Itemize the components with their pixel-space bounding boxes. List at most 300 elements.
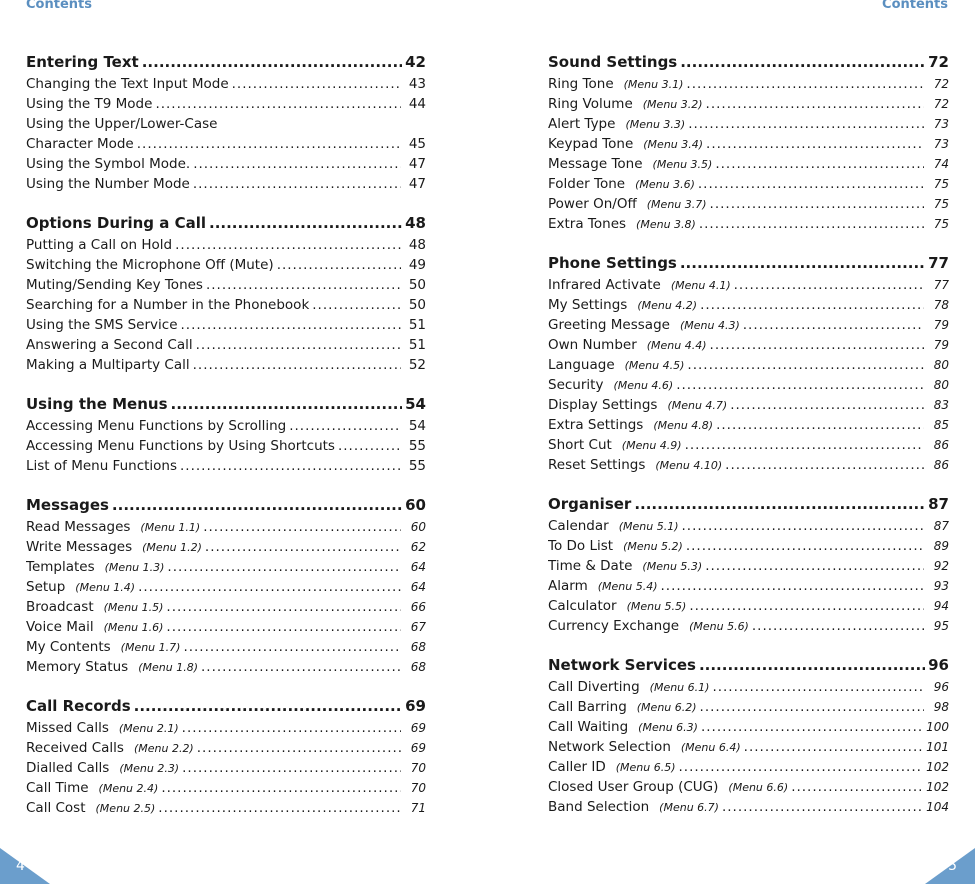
dot-leader <box>752 616 924 636</box>
entry-label: Using the SMS Service <box>26 317 178 333</box>
toc-entry[interactable] <box>548 697 949 717</box>
entry-label: Write Messages <box>26 539 133 555</box>
entry-label: Using the Symbol Mode. <box>26 156 191 172</box>
dot-leader <box>338 436 401 456</box>
toc-entry[interactable] <box>548 455 949 475</box>
entry-label: Network Selection <box>548 739 671 755</box>
toc-entry[interactable] <box>548 335 949 355</box>
dot-leader <box>730 395 924 415</box>
menu-reference: (Menu 4.6) <box>613 379 674 392</box>
toc-entry[interactable] <box>548 717 949 737</box>
menu-reference: (Menu 6.5) <box>615 761 676 774</box>
toc-entry[interactable] <box>26 174 426 194</box>
toc-entry[interactable] <box>548 616 949 636</box>
toc-entry[interactable] <box>26 597 426 617</box>
toc-entry[interactable] <box>26 557 426 577</box>
toc-entry[interactable] <box>548 435 949 455</box>
toc-entry[interactable] <box>548 556 949 576</box>
section-page-number: 48 <box>405 214 426 232</box>
entry-label: Using the Upper/Lower-Case <box>26 116 218 132</box>
menu-reference: (Menu 1.5) <box>103 601 164 614</box>
dot-leader <box>700 697 924 717</box>
entry-page-number: 64 <box>410 580 426 594</box>
section-title-row[interactable] <box>548 654 949 677</box>
toc-entry <box>26 114 426 134</box>
dot-leader <box>699 214 924 234</box>
entry-page-number: 104 <box>926 800 949 814</box>
entry-label: Time & Date <box>548 558 633 574</box>
entry-label: Broadcast <box>26 599 94 615</box>
toc-entry[interactable] <box>548 295 949 315</box>
entry-page-number: 75 <box>933 217 949 231</box>
entry-label: Short Cut <box>548 437 612 453</box>
dot-leader <box>706 94 924 114</box>
dot-leader <box>112 494 402 517</box>
section-title-row[interactable] <box>548 51 949 74</box>
entry-page-number: 50 <box>408 297 426 313</box>
dot-leader <box>138 577 401 597</box>
toc-entry[interactable] <box>548 154 949 174</box>
entry-page-number: 44 <box>408 96 426 112</box>
entry-label: Dialled Calls <box>26 760 110 776</box>
entry-page-number: 49 <box>408 257 426 273</box>
toc-entry[interactable] <box>548 516 949 536</box>
toc-entry[interactable] <box>26 154 426 174</box>
toc-entry[interactable] <box>26 537 426 557</box>
dot-leader <box>180 456 401 476</box>
dot-leader <box>680 252 925 275</box>
dot-leader <box>289 416 401 436</box>
toc-entry[interactable] <box>26 436 426 456</box>
page-number-right: 5 <box>948 858 957 874</box>
dot-leader <box>197 738 401 758</box>
menu-reference: (Menu 1.4) <box>75 581 136 594</box>
toc-section <box>548 493 949 636</box>
entry-page-number: 60 <box>410 520 426 534</box>
entry-page-number: 73 <box>933 137 949 151</box>
entry-page-number: 79 <box>933 338 949 352</box>
entry-page-number: 100 <box>926 720 949 734</box>
dot-leader <box>661 576 924 596</box>
toc-entry[interactable] <box>26 255 426 275</box>
menu-reference: (Menu 3.5) <box>652 158 713 171</box>
dot-leader <box>699 654 925 677</box>
dot-leader <box>137 134 401 154</box>
dot-leader <box>206 275 401 295</box>
entry-label: Switching the Microphone Off (Mute) <box>26 257 274 273</box>
entry-page-number: 68 <box>410 660 426 674</box>
toc-entry[interactable] <box>548 415 949 435</box>
section-page-number: 87 <box>928 495 949 513</box>
toc-entry[interactable] <box>26 275 426 295</box>
entry-label: Language <box>548 357 615 373</box>
entry-page-number: 69 <box>410 741 426 755</box>
toc-entry[interactable] <box>548 214 949 234</box>
menu-reference: (Menu 6.6) <box>728 781 789 794</box>
toc-entry[interactable] <box>26 74 426 94</box>
dot-leader <box>715 154 924 174</box>
entry-label: Caller ID <box>548 759 606 775</box>
toc-section <box>548 252 949 475</box>
entry-label: Alert Type <box>548 116 616 132</box>
toc-entry[interactable] <box>548 375 949 395</box>
entry-label: Call Time <box>26 780 89 796</box>
entry-page-number: 55 <box>408 438 426 454</box>
toc-entry[interactable] <box>548 174 949 194</box>
dot-leader <box>686 74 924 94</box>
entry-page-number: 47 <box>408 176 426 192</box>
dot-leader <box>686 536 924 556</box>
toc-entry[interactable] <box>548 315 949 335</box>
entry-label: Reset Settings <box>548 457 646 473</box>
section-title-row[interactable] <box>548 493 949 516</box>
toc-section <box>26 695 426 818</box>
toc-section <box>26 393 426 476</box>
menu-reference: (Menu 6.4) <box>680 741 741 754</box>
section-page-number: 42 <box>405 53 426 71</box>
menu-reference: (Menu 6.3) <box>638 721 698 734</box>
toc-entry[interactable] <box>548 757 949 777</box>
entry-page-number: 83 <box>933 398 949 412</box>
entry-page-number: 92 <box>933 559 949 573</box>
entry-label: Own Number <box>548 337 637 353</box>
dot-leader <box>680 51 925 74</box>
menu-reference: (Menu 1.7) <box>120 641 181 654</box>
entry-label: Putting a Call on Hold <box>26 237 173 253</box>
entry-label: Using the T9 Mode <box>26 96 153 112</box>
dot-leader <box>205 537 401 557</box>
toc-entry[interactable] <box>26 798 426 818</box>
menu-reference: (Menu 3.4) <box>643 138 704 151</box>
menu-reference: (Menu 3.2) <box>642 98 703 111</box>
dot-leader <box>687 355 924 375</box>
toc-entry[interactable] <box>548 737 949 757</box>
toc-entry[interactable] <box>548 194 949 214</box>
dot-leader <box>676 375 924 395</box>
entry-label: Searching for a Number in the Phonebook <box>26 297 310 313</box>
entry-label: My Contents <box>26 639 111 655</box>
entry-page-number: 45 <box>408 136 426 152</box>
entry-page-number: 79 <box>933 318 949 332</box>
entry-label: Calendar <box>548 518 609 534</box>
entry-label: Display Settings <box>548 397 658 413</box>
entry-label: My Settings <box>548 297 628 313</box>
menu-reference: (Menu 4.3) <box>679 319 740 332</box>
entry-page-number: 101 <box>926 740 949 754</box>
entry-page-number: 51 <box>408 317 426 333</box>
entry-page-number: 96 <box>933 680 949 694</box>
dot-leader <box>196 335 401 355</box>
entry-label: Using the Number Mode <box>26 176 190 192</box>
dot-leader <box>171 393 403 416</box>
entry-page-number: 66 <box>410 600 426 614</box>
menu-reference: (Menu 6.7) <box>659 801 719 814</box>
toc-entry[interactable] <box>26 315 426 335</box>
toc-entry[interactable] <box>548 74 949 94</box>
dot-leader <box>710 335 924 355</box>
toc-section <box>26 212 426 375</box>
menu-reference: (Menu 3.8) <box>636 218 696 231</box>
entry-page-number: 80 <box>933 358 949 372</box>
entry-label: Answering a Second Call <box>26 337 193 353</box>
menu-reference: (Menu 3.1) <box>623 78 684 91</box>
section-title: Phone Settings <box>548 254 677 272</box>
section-title: Entering Text <box>26 53 139 71</box>
entry-page-number: 54 <box>408 418 426 434</box>
section-title: Sound Settings <box>548 53 678 71</box>
toc-entry[interactable] <box>548 355 949 375</box>
entry-page-number: 51 <box>408 337 426 353</box>
entry-page-number: 73 <box>933 117 949 131</box>
dot-leader <box>634 493 925 516</box>
toc-entry[interactable] <box>26 738 426 758</box>
page-corner-left <box>0 848 50 884</box>
entry-label: Security <box>548 377 604 393</box>
entry-label: Extra Settings <box>548 417 644 433</box>
toc-entry[interactable] <box>26 416 426 436</box>
entry-label: Band Selection <box>548 799 650 815</box>
entry-label: Accessing Menu Functions by Using Shortcuts <box>26 438 335 454</box>
toc-entry[interactable] <box>26 517 426 537</box>
menu-reference: (Menu 1.6) <box>103 621 164 634</box>
entry-label: Call Waiting <box>548 719 629 735</box>
toc-entry[interactable] <box>26 295 426 315</box>
entry-page-number: 48 <box>408 237 426 253</box>
entry-label: Infrared Activate <box>548 277 661 293</box>
section-title-row[interactable] <box>26 494 426 517</box>
toc-entry[interactable] <box>26 456 426 476</box>
entry-page-number: 74 <box>933 157 949 171</box>
toc-section <box>548 654 949 817</box>
entry-page-number: 86 <box>933 438 949 452</box>
entry-page-number: 94 <box>933 599 949 613</box>
menu-reference: (Menu 3.7) <box>646 198 707 211</box>
entry-label: Missed Calls <box>26 720 109 736</box>
dot-leader <box>679 757 924 777</box>
toc-entry[interactable] <box>26 94 426 114</box>
menu-reference: (Menu 5.6) <box>689 620 749 633</box>
entry-label: Accessing Menu Functions by Scrolling <box>26 418 287 434</box>
entry-label: Muting/Sending Key Tones <box>26 277 203 293</box>
entry-label: Greeting Message <box>548 317 670 333</box>
toc-section <box>548 51 949 234</box>
toc-entry[interactable] <box>26 134 426 154</box>
menu-reference: (Menu 5.1) <box>618 520 679 533</box>
dot-leader <box>209 212 402 235</box>
section-page-number: 96 <box>928 656 949 674</box>
dot-leader <box>166 597 401 617</box>
dot-leader <box>167 557 401 577</box>
entry-label: Closed User Group (CUG) <box>548 779 719 795</box>
section-page-number: 60 <box>405 496 426 514</box>
toc-entry[interactable] <box>548 576 949 596</box>
menu-reference: (Menu 4.2) <box>637 299 698 312</box>
entry-label: Call Cost <box>26 800 86 816</box>
dot-leader <box>193 174 401 194</box>
menu-reference: (Menu 4.9) <box>621 439 682 452</box>
entry-page-number: 75 <box>933 177 949 191</box>
dot-leader <box>688 114 924 134</box>
toc-entry[interactable] <box>26 778 426 798</box>
section-page-number: 72 <box>928 53 949 71</box>
toc-entry[interactable] <box>26 355 426 375</box>
dot-leader <box>183 637 401 657</box>
entry-label: Call Barring <box>548 699 627 715</box>
entry-page-number: 55 <box>408 458 426 474</box>
section-title: Using the Menus <box>26 395 168 413</box>
entry-label: Memory Status <box>26 659 129 675</box>
entry-label: Folder Tone <box>548 176 626 192</box>
toc-section <box>26 494 426 677</box>
section-page-number: 77 <box>928 254 949 272</box>
entry-label: Calculator <box>548 598 617 614</box>
section-title-row[interactable] <box>26 51 426 74</box>
toc-entry[interactable] <box>548 395 949 415</box>
section-title-row[interactable] <box>548 252 949 275</box>
dot-leader <box>725 455 924 475</box>
section-title: Options During a Call <box>26 214 206 232</box>
entry-page-number: 52 <box>408 357 426 373</box>
menu-reference: (Menu 6.1) <box>649 681 710 694</box>
menu-reference: (Menu 3.6) <box>635 178 695 191</box>
entry-page-number: 47 <box>408 156 426 172</box>
menu-reference: (Menu 4.7) <box>667 399 728 412</box>
entry-page-number: 67 <box>410 620 426 634</box>
dot-leader <box>743 315 924 335</box>
entry-label: Keypad Tone <box>548 136 634 152</box>
dot-leader <box>706 134 924 154</box>
dot-leader <box>182 758 401 778</box>
menu-reference: (Menu 1.8) <box>138 661 198 674</box>
toc-entry[interactable] <box>548 114 949 134</box>
menu-reference: (Menu 3.3) <box>625 118 686 131</box>
toc-entry[interactable] <box>548 275 949 295</box>
toc-entry[interactable] <box>26 637 426 657</box>
entry-page-number: 68 <box>410 640 426 654</box>
entry-page-number: 75 <box>933 197 949 211</box>
entry-label: Ring Tone <box>548 76 614 92</box>
section-title: Messages <box>26 496 109 514</box>
dot-leader <box>193 355 401 375</box>
dot-leader <box>201 657 401 677</box>
menu-reference: (Menu 5.2) <box>623 540 683 553</box>
section-title-row[interactable] <box>26 695 426 718</box>
entry-label: Templates <box>26 559 95 575</box>
entry-page-number: 98 <box>933 700 949 714</box>
entry-label: Ring Volume <box>548 96 633 112</box>
entry-page-number: 43 <box>408 76 426 92</box>
page-number-left: 4 <box>16 858 25 874</box>
dot-leader <box>700 295 924 315</box>
entry-page-number: 70 <box>410 761 426 775</box>
dot-leader <box>712 677 924 697</box>
toc-entry[interactable] <box>26 758 426 778</box>
entry-page-number: 85 <box>933 418 949 432</box>
dot-leader <box>166 617 401 637</box>
dot-leader <box>181 315 402 335</box>
right-column <box>548 51 949 835</box>
toc-entry[interactable] <box>548 797 949 817</box>
dot-leader <box>182 718 401 738</box>
entry-page-number: 72 <box>933 97 949 111</box>
toc-entry[interactable] <box>548 94 949 114</box>
dot-leader <box>710 194 924 214</box>
entry-page-number: 87 <box>933 519 949 533</box>
toc-entry[interactable] <box>26 657 426 677</box>
menu-reference: (Menu 1.1) <box>140 521 201 534</box>
header-right: Contents <box>882 0 948 12</box>
dot-leader <box>193 154 401 174</box>
menu-reference: (Menu 4.5) <box>624 359 685 372</box>
entry-label: To Do List <box>548 538 614 554</box>
section-page-number: 54 <box>405 395 426 413</box>
toc-entry[interactable] <box>548 677 949 697</box>
entry-page-number: 70 <box>410 781 426 795</box>
toc-entry[interactable] <box>26 577 426 597</box>
menu-reference: (Menu 4.8) <box>653 419 714 432</box>
entry-label: Received Calls <box>26 740 124 756</box>
section-page-number: 69 <box>405 697 426 715</box>
entry-label: Read Messages <box>26 519 131 535</box>
toc-entry[interactable] <box>26 718 426 738</box>
entry-label: Making a Multiparty Call <box>26 357 190 373</box>
menu-reference: (Menu 1.3) <box>104 561 165 574</box>
dot-leader <box>734 275 924 295</box>
section-title: Organiser <box>548 495 632 513</box>
menu-reference: (Menu 2.3) <box>119 762 180 775</box>
entry-page-number: 86 <box>933 458 949 472</box>
entry-label: Message Tone <box>548 156 643 172</box>
toc-entry[interactable] <box>26 335 426 355</box>
toc-entry[interactable] <box>548 134 949 154</box>
dot-leader <box>134 695 403 718</box>
toc-entry[interactable] <box>548 596 949 616</box>
menu-reference: (Menu 4.1) <box>670 279 731 292</box>
dot-leader <box>158 798 401 818</box>
toc-entry[interactable] <box>548 777 949 797</box>
left-column <box>26 51 426 836</box>
entry-page-number: 72 <box>933 77 949 91</box>
section-title: Call Records <box>26 697 131 715</box>
entry-page-number: 102 <box>926 780 949 794</box>
section-title-row[interactable] <box>26 393 426 416</box>
dot-leader <box>716 415 924 435</box>
entry-label: Changing the Text Input Mode <box>26 76 229 92</box>
dot-leader <box>312 295 401 315</box>
menu-reference: (Menu 2.1) <box>118 722 179 735</box>
dot-leader <box>705 556 924 576</box>
toc-entry[interactable] <box>26 617 426 637</box>
entry-page-number: 71 <box>410 801 426 815</box>
dot-leader <box>232 74 401 94</box>
dot-leader <box>689 596 924 616</box>
entry-page-number: 93 <box>933 579 949 593</box>
toc-entry[interactable] <box>26 235 426 255</box>
dot-leader <box>277 255 401 275</box>
entry-page-number: 50 <box>408 277 426 293</box>
toc-entry[interactable] <box>548 536 949 556</box>
section-title-row[interactable] <box>26 212 426 235</box>
entry-page-number: 89 <box>933 539 949 553</box>
dot-leader <box>175 235 401 255</box>
dot-leader <box>155 94 401 114</box>
entry-page-number: 102 <box>926 760 949 774</box>
menu-reference: (Menu 5.5) <box>626 600 687 613</box>
entry-page-number: 77 <box>933 278 949 292</box>
entry-page-number: 69 <box>410 721 426 735</box>
entry-label: Character Mode <box>26 136 134 152</box>
entry-page-number: 80 <box>933 378 949 392</box>
